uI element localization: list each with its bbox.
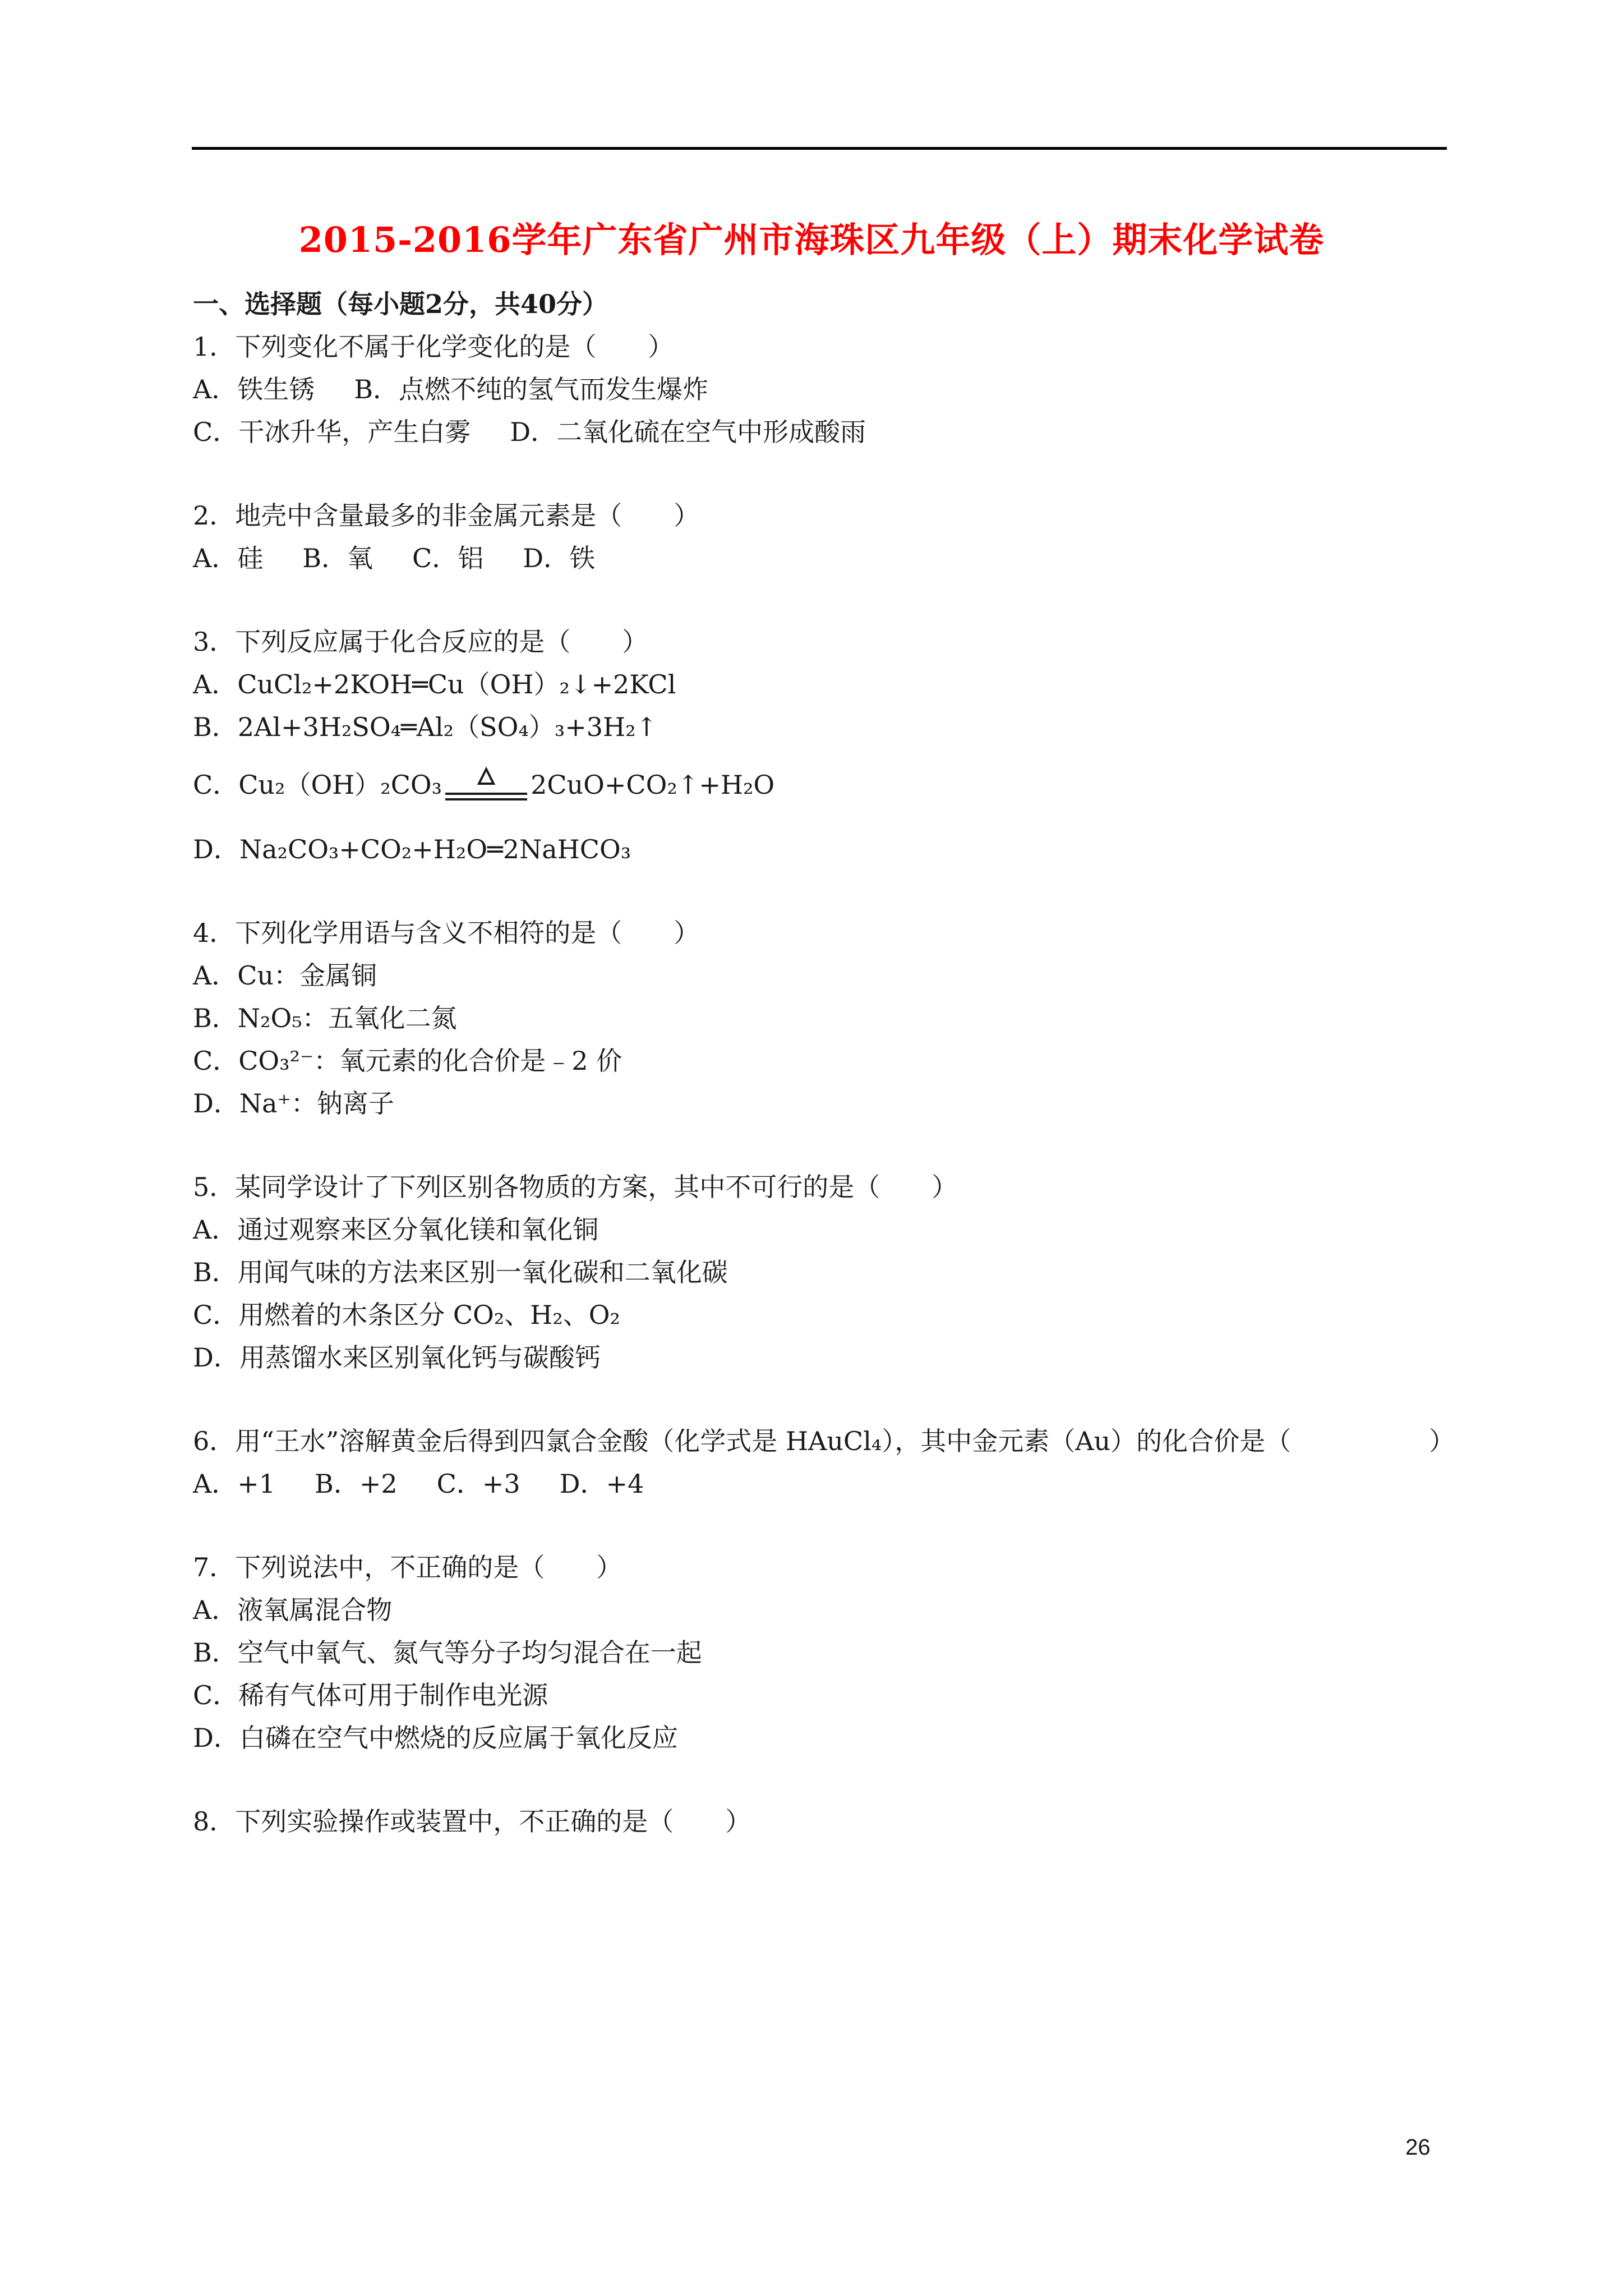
question-stem: 8．下列实验操作或装置中，不正确的是（ ） bbox=[193, 1806, 751, 1837]
option-a: A．CuCl₂+2KOH═Cu（OH）₂↓+2KCl bbox=[193, 669, 676, 700]
question-stem: 4．下列化学用语与含义不相符的是（ ） bbox=[193, 918, 700, 948]
question-4 bbox=[193, 912, 1455, 1125]
option-row bbox=[193, 368, 1455, 411]
header-rule bbox=[192, 147, 1447, 150]
exam-title: 2015-2016学年广东省广州市海珠区九年级（上）期末化学试卷 bbox=[298, 219, 1325, 260]
page-number: 26 bbox=[1405, 2135, 1431, 2160]
option-a: A．硅 bbox=[193, 543, 264, 573]
option-d: D．二氧化硫在空气中形成酸雨 bbox=[510, 417, 866, 447]
option-b: B．2Al+3H₂SO₄═Al₂（SO₄）₃+3H₂↑ bbox=[193, 712, 658, 742]
option-c: C．CO₃²⁻：氧元素的化合价是﹣2 价 bbox=[193, 1046, 623, 1076]
option-d: D．白磷在空气中燃烧的反应属于氧化反应 bbox=[193, 1723, 678, 1753]
question-stem-end: ） bbox=[1429, 1426, 1455, 1456]
question-8 bbox=[193, 1800, 1455, 1843]
question-3 bbox=[193, 620, 1455, 871]
option-b: B．N₂O₅：五氧化二氮 bbox=[193, 1003, 457, 1033]
option-c bbox=[193, 752, 1455, 818]
option-a: A．Cu：金属铜 bbox=[193, 960, 377, 991]
option-c: C．+3 bbox=[436, 1469, 520, 1499]
question-stem: 7．下列说法中，不正确的是（ ） bbox=[193, 1552, 623, 1582]
option-b: B．用闻气味的方法来区别一氧化碳和二氧化碳 bbox=[193, 1257, 728, 1287]
option-c: C．稀有气体可用于制作电光源 bbox=[193, 1680, 548, 1710]
option-d: D．Na⁺：钠离子 bbox=[193, 1088, 394, 1119]
question-5 bbox=[193, 1166, 1455, 1379]
option-c-reactant: C．Cu₂（OH）₂CO₃ bbox=[193, 770, 442, 800]
question-7 bbox=[193, 1546, 1455, 1759]
option-row bbox=[193, 411, 1455, 453]
option-row bbox=[193, 1462, 1455, 1505]
option-d: D．+4 bbox=[559, 1469, 644, 1499]
question-stem bbox=[193, 1420, 1455, 1462]
question-stem: 1．下列变化不属于化学变化的是（ ） bbox=[193, 332, 674, 362]
question-stem: 5．某同学设计了下列区别各物质的方案，其中不可行的是（ ） bbox=[193, 1172, 958, 1202]
option-a: A．+1 bbox=[193, 1469, 276, 1499]
question-stem: 2．地壳中含量最多的非金属元素是（ ） bbox=[193, 500, 700, 531]
question-stem-text: 6．用“王水”溶解黄金后得到四氯合金酸（化学式是 HAuCl₄），其中金元素（Au）的化合价是（ bbox=[193, 1426, 1292, 1456]
option-c: C．干冰升华，产生白雾 bbox=[193, 417, 471, 447]
option-a: A．通过观察来区分氧化镁和氧化铜 bbox=[193, 1214, 599, 1245]
option-a: A．铁生锈 bbox=[193, 374, 315, 404]
option-row bbox=[193, 537, 1455, 579]
option-c: C．用燃着的木条区分 CO₂、H₂、O₂ bbox=[193, 1300, 620, 1330]
option-c: C．铝 bbox=[412, 543, 484, 573]
option-b: B．+2 bbox=[315, 1469, 398, 1499]
question-1 bbox=[193, 325, 1455, 453]
question-2 bbox=[193, 494, 1455, 579]
option-b: B．空气中氧气、氮气等分子均匀混合在一起 bbox=[193, 1637, 702, 1668]
heat-equals-sign-icon bbox=[444, 765, 528, 809]
option-d: D．Na₂CO₃+CO₂+H₂O═2NaHCO₃ bbox=[193, 834, 631, 864]
question-6 bbox=[193, 1420, 1455, 1505]
option-d: D．用蒸馏水来区别氧化钙与碳酸钙 bbox=[193, 1342, 601, 1373]
question-stem: 3．下列反应属于化合反应的是（ ） bbox=[193, 627, 648, 657]
option-d: D．铁 bbox=[523, 543, 596, 573]
option-b: B．点燃不纯的氢气而发生爆炸 bbox=[354, 374, 709, 404]
section-heading: 一、选择题（每小题2分，共40分） bbox=[193, 289, 608, 319]
question-list bbox=[193, 325, 1455, 1884]
option-a: A．液氧属混合物 bbox=[193, 1595, 393, 1625]
option-c-products: 2CuO+CO₂↑+H₂O bbox=[531, 770, 775, 800]
option-b: B．氧 bbox=[302, 543, 374, 573]
